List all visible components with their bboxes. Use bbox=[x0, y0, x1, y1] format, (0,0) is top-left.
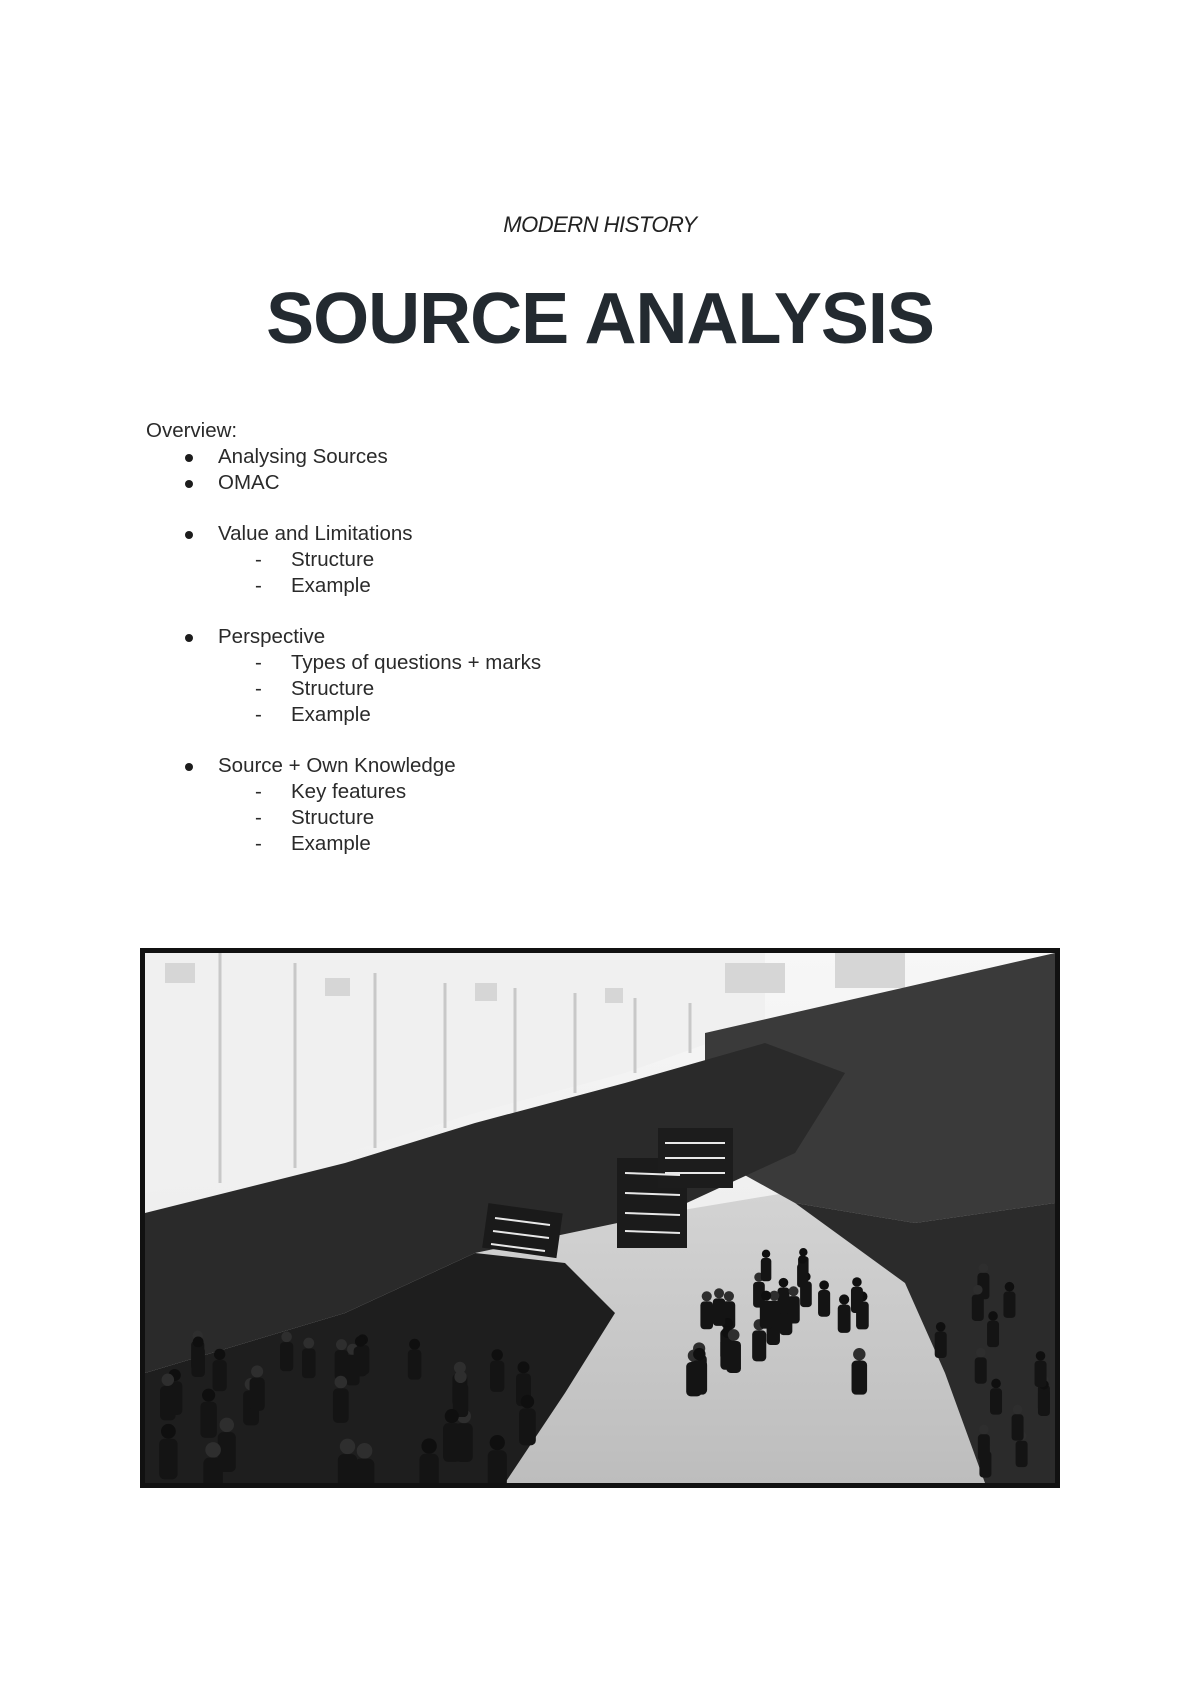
overview-heading: Overview: bbox=[146, 419, 238, 442]
crowd-figure-head bbox=[202, 1389, 215, 1402]
crowd-figure-head bbox=[445, 1409, 459, 1423]
crowd-figure-head bbox=[761, 1291, 771, 1301]
crowd-figure-body bbox=[191, 1347, 204, 1377]
crowd-figure-head bbox=[728, 1329, 740, 1341]
crowd-figure-head bbox=[205, 1442, 221, 1458]
crowd-figure-body bbox=[333, 1388, 349, 1423]
crowd-figure-head bbox=[819, 1280, 829, 1290]
crowd-figure-head bbox=[798, 1255, 807, 1264]
crowd-figure-head bbox=[973, 1285, 983, 1295]
list-item-label: Value and Limitations bbox=[218, 522, 413, 545]
sub-list-item bbox=[146, 650, 846, 676]
sub-list-item-label: Key features bbox=[291, 780, 407, 803]
sub-list-item-label: Example bbox=[291, 574, 371, 597]
crowd-figure-head bbox=[988, 1311, 998, 1321]
dash-marker: - bbox=[255, 806, 262, 829]
page-title: SOURCE ANALYSIS bbox=[266, 279, 934, 359]
dash-marker: - bbox=[255, 651, 262, 674]
crowd-figure-head bbox=[852, 1277, 862, 1287]
crowd-figure-head bbox=[779, 1278, 789, 1288]
crowd-figure-body bbox=[419, 1454, 438, 1483]
crowd-figure-head bbox=[355, 1336, 366, 1347]
spacer bbox=[146, 728, 846, 753]
crowd-figure-head bbox=[214, 1349, 225, 1360]
sub-list-item bbox=[146, 779, 846, 805]
crowd-figure-body bbox=[818, 1290, 830, 1317]
sub-list-item bbox=[146, 573, 846, 599]
crowd-figure-head bbox=[789, 1286, 799, 1296]
crowd-figure-body bbox=[203, 1458, 222, 1483]
crowd-figure-body bbox=[700, 1301, 713, 1329]
bullet-icon bbox=[185, 634, 193, 642]
crowd-figure-body bbox=[443, 1423, 461, 1462]
spacer bbox=[146, 496, 846, 521]
dash-marker: - bbox=[255, 703, 262, 726]
sub-list-item bbox=[146, 831, 846, 857]
sub-list-item-label: Example bbox=[291, 832, 371, 855]
crowd-figure-body bbox=[280, 1342, 293, 1371]
sub-list-item-label: Example bbox=[291, 703, 371, 726]
crowd-figure-head bbox=[693, 1348, 705, 1360]
crowd-figure-body bbox=[838, 1305, 851, 1333]
crowd-figure-head bbox=[251, 1365, 263, 1377]
crowd-figure-head bbox=[521, 1395, 534, 1408]
crowd-figure-body bbox=[1035, 1361, 1047, 1387]
crowd-figure-head bbox=[762, 1250, 770, 1258]
crowd-figure-body bbox=[787, 1296, 799, 1323]
crowd-figure-body bbox=[408, 1350, 422, 1380]
crowd-figure-body bbox=[338, 1454, 357, 1483]
crowd-figure-head bbox=[409, 1339, 420, 1350]
crowd-figure-body bbox=[250, 1378, 265, 1411]
crowd-figure-body bbox=[851, 1287, 863, 1313]
crowd-figure-body bbox=[1038, 1390, 1050, 1416]
crowd-figure-head bbox=[518, 1361, 530, 1373]
crowd-figure-head bbox=[162, 1374, 174, 1386]
crowd-figure-body bbox=[200, 1402, 216, 1438]
crowd-figure-body bbox=[990, 1388, 1002, 1414]
list-item bbox=[146, 521, 846, 547]
crowd-figure-body bbox=[1003, 1292, 1015, 1318]
crowd-figure-head bbox=[991, 1379, 1001, 1389]
list-item bbox=[146, 470, 846, 496]
crowd-figure-body bbox=[160, 1386, 176, 1420]
list-item-label: Analysing Sources bbox=[218, 445, 388, 468]
crowd-figure-head bbox=[161, 1424, 176, 1439]
crowd-figure-body bbox=[488, 1450, 507, 1483]
crowd-figure-head bbox=[724, 1291, 734, 1301]
historical-protest-march-photo bbox=[145, 953, 1055, 1483]
sub-list-item bbox=[146, 676, 846, 702]
crowd-figure-body bbox=[935, 1332, 947, 1358]
sub-list-item bbox=[146, 805, 846, 831]
bullet-icon bbox=[185, 454, 193, 462]
crowd-figure-head bbox=[1013, 1405, 1023, 1415]
crowd-figure-body bbox=[972, 1295, 984, 1321]
crowd-figure-head bbox=[979, 1263, 989, 1273]
sub-list-item bbox=[146, 702, 846, 728]
bullet-icon bbox=[185, 531, 193, 539]
sub-list-item-label: Structure bbox=[291, 806, 375, 829]
crowd-figure-head bbox=[853, 1348, 865, 1360]
crowd-figure-body bbox=[713, 1298, 726, 1326]
crowd-figure-body bbox=[490, 1361, 504, 1392]
sub-list-item-label: Types of questions + marks bbox=[291, 651, 542, 674]
overview-section bbox=[146, 418, 846, 857]
crowd-figure-body bbox=[797, 1264, 808, 1288]
crowd-figure-head bbox=[1036, 1351, 1046, 1361]
crowd-figure-body bbox=[975, 1357, 987, 1383]
crowd-figure-head bbox=[839, 1294, 849, 1304]
list-item bbox=[146, 444, 846, 470]
crowd-figure-body bbox=[726, 1341, 741, 1373]
sub-list-item bbox=[146, 547, 846, 573]
crowd-figure-body bbox=[354, 1347, 367, 1377]
crowd-figure-body bbox=[1012, 1414, 1024, 1440]
crowd-figure-head bbox=[281, 1332, 292, 1343]
crowd-figure-body bbox=[987, 1321, 999, 1347]
sub-list-item-label: Structure bbox=[291, 548, 375, 571]
crowd-figure-body bbox=[302, 1348, 316, 1378]
crowd-figure-body bbox=[1016, 1441, 1028, 1467]
crowd-figure-body bbox=[692, 1360, 708, 1394]
list-item bbox=[146, 753, 846, 779]
dash-marker: - bbox=[255, 832, 262, 855]
crowd-figure-head bbox=[714, 1288, 724, 1298]
dash-marker: - bbox=[255, 677, 262, 700]
crowd-figure-head bbox=[936, 1322, 946, 1332]
dash-marker: - bbox=[255, 780, 262, 803]
crowd-figure-head bbox=[193, 1336, 204, 1347]
crowd-figure-head bbox=[976, 1348, 986, 1358]
crowd-figure-head bbox=[303, 1338, 314, 1349]
list-item-label: Perspective bbox=[218, 625, 326, 648]
crowd-figure-head bbox=[492, 1349, 503, 1360]
crowd-figure-head bbox=[335, 1376, 348, 1389]
crowd-figure-body bbox=[978, 1434, 990, 1460]
subject-label: MODERN HISTORY bbox=[503, 212, 697, 237]
dash-marker: - bbox=[255, 574, 262, 597]
crowd-figure-body bbox=[852, 1360, 868, 1394]
crowd-figure-body bbox=[213, 1360, 227, 1391]
historical-photo-frame bbox=[140, 948, 1060, 1488]
crowd-figure-head bbox=[490, 1435, 505, 1450]
crowd-figure-body bbox=[752, 1330, 766, 1361]
crowd-figure-body bbox=[760, 1301, 773, 1329]
crowd-figure-head bbox=[979, 1425, 989, 1435]
list-item bbox=[146, 624, 846, 650]
crowd-figure-head bbox=[1005, 1282, 1015, 1292]
spacer bbox=[146, 599, 846, 624]
list-item-label: OMAC bbox=[218, 471, 280, 494]
crowd-figure-body bbox=[519, 1408, 536, 1445]
bullet-icon bbox=[185, 763, 193, 771]
list-item-label: Source + Own Knowledge bbox=[218, 754, 456, 777]
crowd-figure-head bbox=[421, 1438, 436, 1453]
crowd-figure-head bbox=[702, 1291, 712, 1301]
crowd-figure-body bbox=[761, 1258, 772, 1281]
crowd-figure-body bbox=[355, 1459, 375, 1483]
bullet-icon bbox=[185, 480, 193, 488]
crowd-figure-body bbox=[159, 1439, 177, 1480]
crowd-figure-head bbox=[357, 1443, 373, 1459]
dash-marker: - bbox=[255, 548, 262, 571]
crowd-figure-head bbox=[220, 1418, 234, 1432]
crowd-figure-head bbox=[336, 1339, 347, 1350]
sub-list-item-label: Structure bbox=[291, 677, 375, 700]
crowd-figure-head bbox=[454, 1371, 466, 1383]
crowd-figure-head bbox=[340, 1439, 355, 1454]
